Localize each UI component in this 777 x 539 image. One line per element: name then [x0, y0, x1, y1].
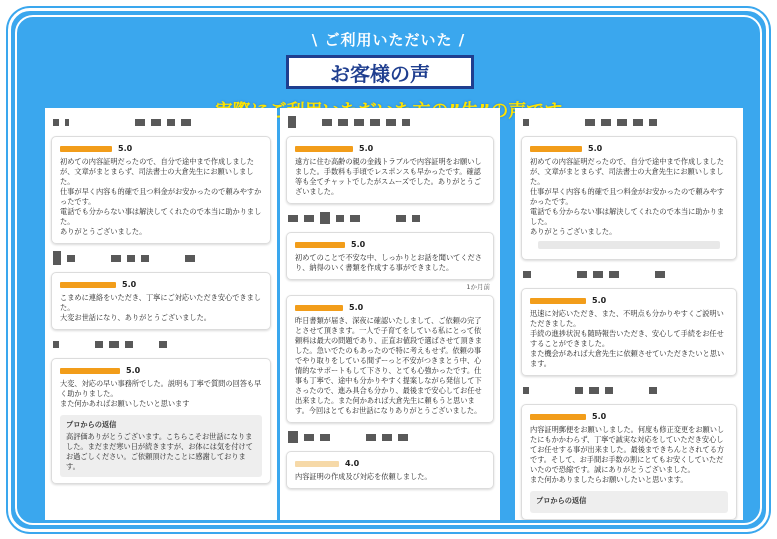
review-column-3: [515, 108, 743, 520]
rating-score: 5.0: [349, 303, 364, 312]
star-rating-icon: [60, 146, 112, 152]
rating: [295, 240, 485, 249]
rating-score: 5.0: [592, 296, 607, 305]
rating-score: 4.0: [345, 459, 360, 468]
reviewer-name-redacted: [53, 252, 269, 264]
reviewer-name-redacted: [523, 384, 735, 396]
review-card: [286, 451, 494, 489]
star-rating-icon: [530, 414, 586, 420]
reviewer-name-redacted: [53, 116, 269, 128]
review-card: [286, 136, 494, 204]
rating: [60, 366, 262, 375]
review-card: [286, 295, 494, 423]
review-text: 初めての内容証明だったので、自分で途中まで作成しましたが、文章がまとまらず、司法書士の大倉先生にお願いしました。 仕事が早く内容も的確で且つ料金がお安かったので頼みやすかったです。 電話でも分からない事は解決してくれたので本当に助かりました。 ありがとうございました。: [60, 157, 262, 236]
reviewer-name-redacted: [288, 116, 492, 128]
rating: [60, 280, 262, 289]
review-card: [51, 358, 271, 484]
reply-collapsed: [538, 241, 720, 249]
star-rating-icon: [295, 461, 339, 467]
reviewer-name-redacted: [53, 338, 269, 350]
star-rating-icon: [60, 282, 116, 288]
reviewer-name-redacted: [288, 431, 492, 443]
section-kicker: \ ご利用いただいた /: [311, 31, 466, 49]
star-rating-icon: [530, 146, 582, 152]
rating-score: 5.0: [592, 412, 607, 421]
star-rating-icon: [530, 298, 586, 304]
rating: [295, 144, 485, 153]
review-text: 初めてのことで不安な中、しっかりとお話を聞いてくださり、納得のいく書類を作成する事ができました。: [295, 253, 482, 272]
rating: [530, 296, 728, 305]
review-card: [51, 136, 271, 244]
star-rating-icon: [295, 146, 353, 152]
rating-score: 5.0: [359, 144, 374, 153]
review-text: こまめに連絡をいただき、丁寧にご対応いただき安心できました。 大変お世話になり、ありがとうございました。: [60, 293, 261, 322]
rating-score: 5.0: [351, 240, 366, 249]
review-text: 内容証明の作成及び対応を依頼しました。: [295, 472, 432, 481]
reply-title: プロからの返信: [536, 496, 587, 505]
review-text: 遠方に住む高齢の親の金銭トラブルで内容証明をお願いしました。手数料も手頃でレスポンスも早かったです。確認等も全てチャットでしたがスムーズでした。ありがとうございました。: [295, 157, 482, 196]
review-card: [51, 272, 271, 330]
review-text: 内容証明郵便をお願いしました。何度も修正変更をお願いしたにもかかわらず、丁寧で誠実な対応をしていただき安心してお任せする事が出来ました。最後まできちんとされてる方です。そして、お手間お手数の割にとてもお安くしていただいたので恐縮です。誠にありがとうございました。 また何かありましたらお願いしたいと思います。: [530, 425, 725, 484]
review-text: 昨日書類が届き、深夜に確認いたしまして、ご依頼の完了とさせて頂きます。一人で子育てをしている私にとって依頼料は最大の問題であり、正直お値段で選ばさせて頂きました。急いでたのもあったので特に考えもせず。依頼の事でやり取りをしている間ずーっと不安がつきまとう中、心情的なサポートもして下さり、とても心強かったです。仕事も丁寧で、途中も分かりやすく提案しながら発信して下さったので、進み具合も分かり、最後まで安心してお任せ出来ました。また何かあれば大倉先生に頼もうと思います。今回はとてもお世話になりありがとうございました。: [295, 316, 482, 415]
star-rating-icon: [295, 242, 345, 248]
rating-score: 5.0: [126, 366, 141, 375]
review-text: 大変、対応の早い事務所でした。説明も丁寧で質問の回答も早く助かりました。 また何かあればお願いしたいと思います: [60, 379, 262, 408]
review-card: [521, 404, 737, 520]
star-rating-icon: [295, 305, 343, 311]
rating: [530, 144, 728, 153]
review-card: [521, 136, 737, 260]
reply-title: プロからの返信: [66, 420, 117, 429]
reviewer-name-redacted: [523, 268, 735, 280]
rating-score: 5.0: [122, 280, 137, 289]
review-date: 1か月前: [466, 283, 490, 291]
review-text: 迅速に対応いただき、また、不明点も分かりやすくご説明いただきました。 手続の進捗状況も随時報告いただき、安心して手続をお任せすることができました。 また機会があれば大倉先生に依頼させていただきたいと思います。: [530, 309, 725, 368]
reviewer-name-redacted: [523, 116, 735, 128]
pro-reply: [60, 415, 262, 477]
pro-reply: [530, 491, 728, 513]
review-column-2: [280, 108, 500, 520]
reviewer-name-redacted: [288, 212, 492, 224]
review-card: [286, 232, 494, 280]
section-title: お客様の声: [286, 55, 474, 89]
rating: [295, 459, 485, 468]
reply-text: 高評価ありがとうございます。こちらこそお世話になりました。まだまだ寒い日が続きますが、お体には気を付けてお過ごしください。ご依頼頂けたことに感謝しております。: [66, 432, 253, 471]
review-column-1: [45, 108, 277, 520]
rating: [60, 144, 262, 153]
star-rating-icon: [60, 368, 120, 374]
review-text: 初めての内容証明だったので、自分で途中まで作成しましたが、文章がまとまらず、司法書士の大倉先生にお願いしました。 仕事が早く内容も的確で且つ料金がお安かったので頼みやすかったです。 電話でも分からない事は解決してくれたので本当に助かりました。 ありがとうございました。: [530, 157, 725, 236]
rating-score: 5.0: [588, 144, 603, 153]
rating: [530, 412, 728, 421]
review-card: [521, 288, 737, 376]
rating: [295, 303, 485, 312]
rating-score: 5.0: [118, 144, 133, 153]
